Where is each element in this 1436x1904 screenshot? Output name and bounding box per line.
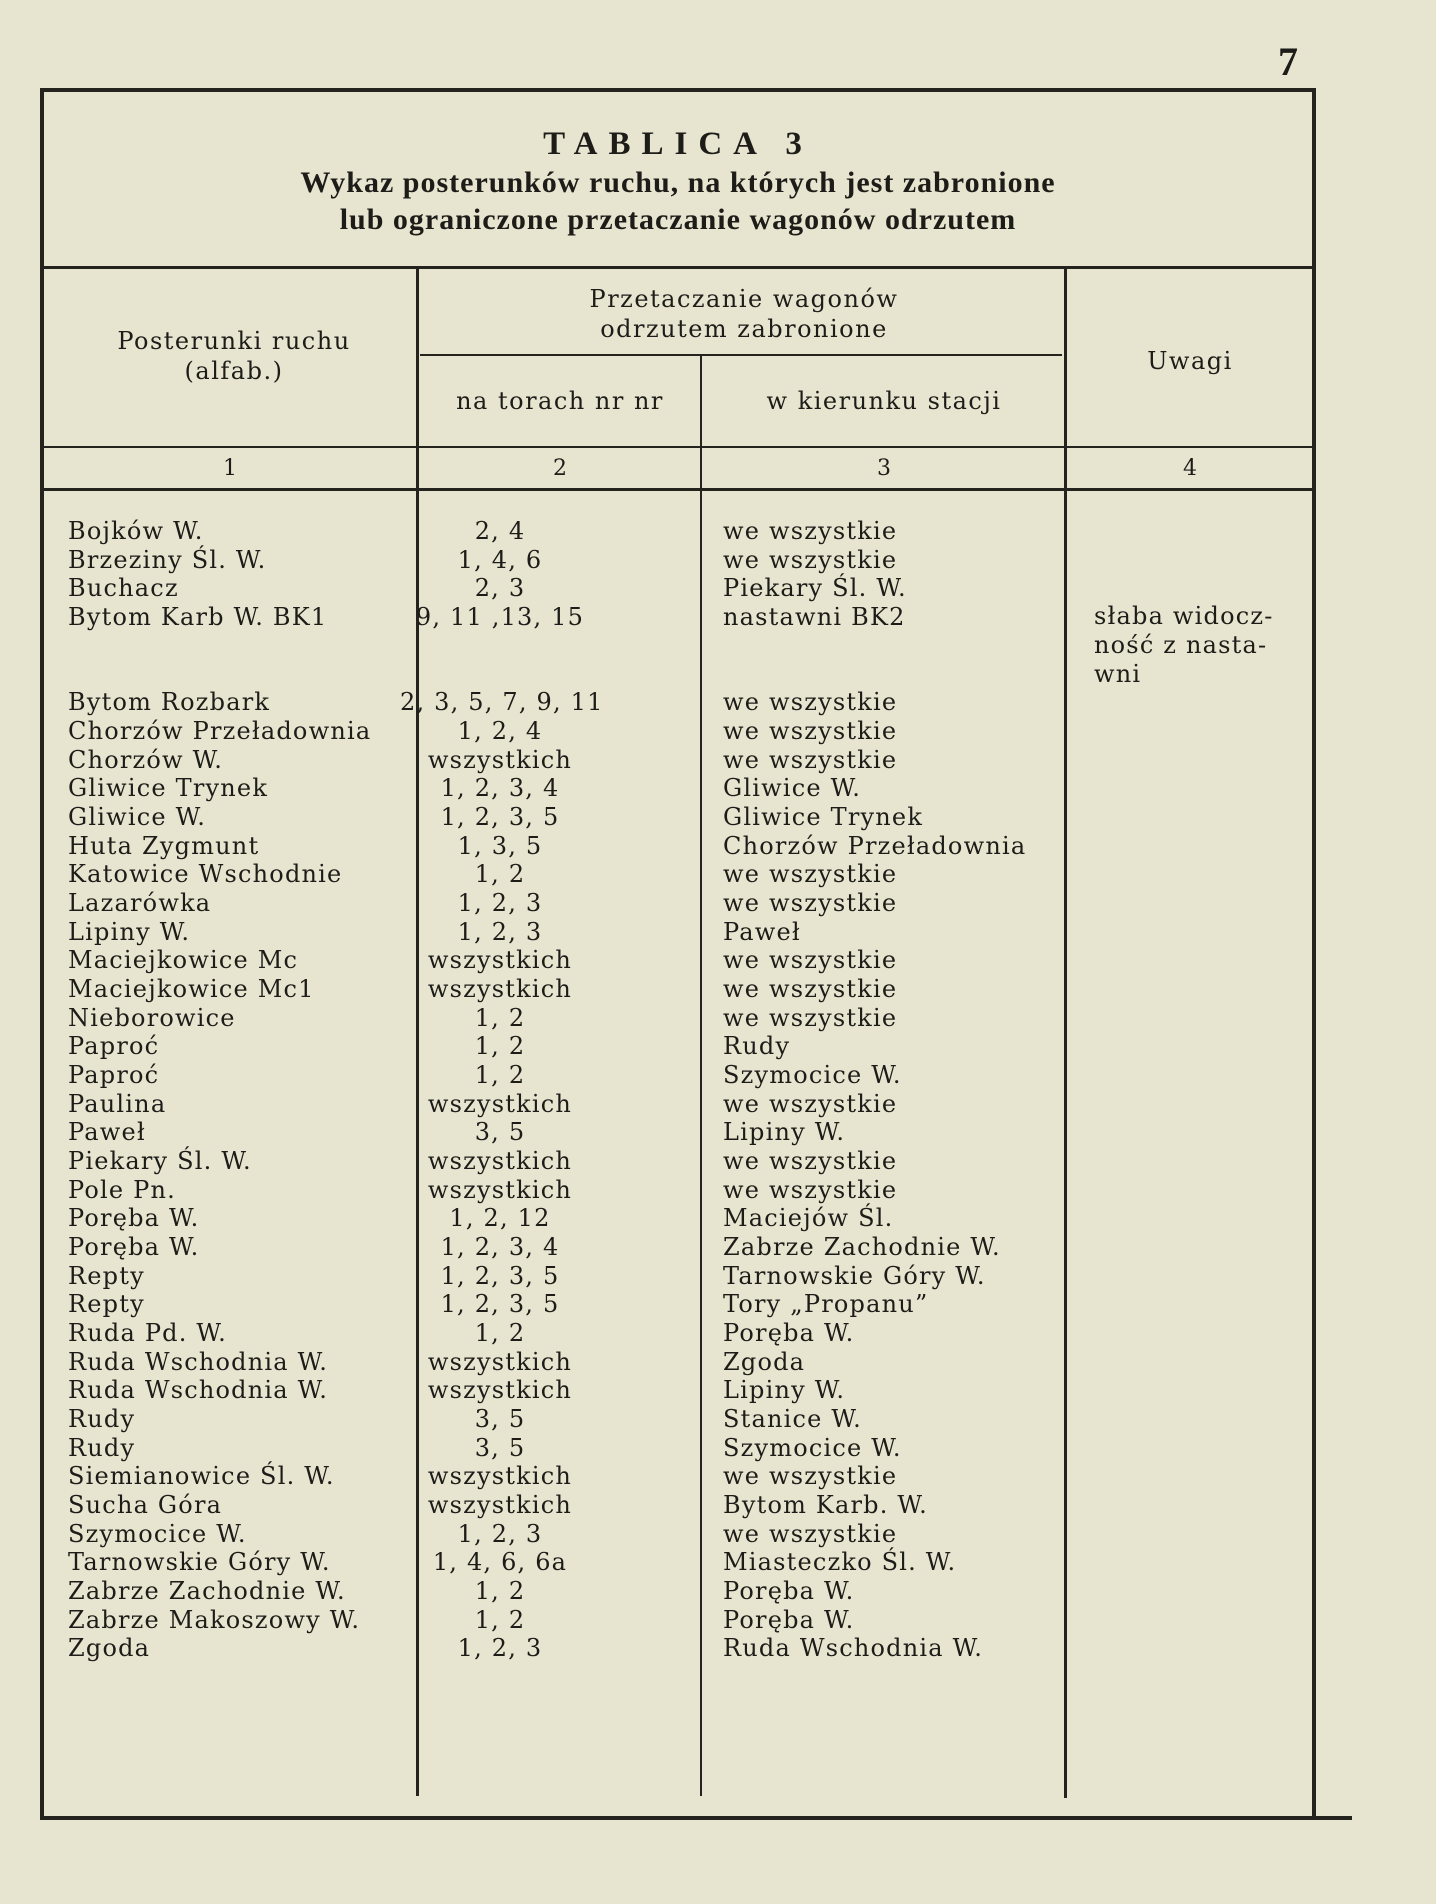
table-row — [68, 546, 1308, 575]
table-row — [68, 1176, 1308, 1205]
table-row — [68, 1147, 1308, 1176]
header-stations: Posterunki ruchu (alfab.) — [117, 327, 351, 385]
table-row — [68, 918, 1308, 947]
table-row — [68, 746, 1308, 775]
table-row — [68, 1204, 1308, 1233]
header-remarks: Uwagi — [1147, 347, 1233, 375]
tracks-cell: 1, 2 — [474, 1061, 526, 1089]
table-row — [68, 1520, 1308, 1549]
table-row — [68, 1434, 1308, 1463]
tracks-cell: wszystkich — [427, 1462, 573, 1490]
direction-cell: Piekary Śl. W. — [723, 574, 907, 602]
station-cell: Maciejkowice Mc — [68, 946, 299, 974]
direction-cell: Rudy — [723, 1032, 791, 1060]
tracks-cell: 1, 2, 3, 4 — [440, 774, 560, 802]
station-cell: Katowice Wschodnie — [68, 860, 343, 888]
station-cell: Maciejkowice Mc1 — [68, 975, 315, 1003]
tracks-cell: 1, 2, 3 — [457, 1634, 543, 1662]
direction-cell: we wszystkie — [723, 975, 898, 1003]
station-cell: Huta Zygmunt — [68, 832, 260, 860]
table-row — [68, 803, 1308, 832]
station-cell: Brzeziny Śl. W. — [68, 546, 267, 574]
table-row — [68, 889, 1308, 918]
direction-cell: nastawni BK2 — [723, 603, 906, 631]
tracks-cell: 1, 2 — [474, 860, 526, 888]
station-cell: Lazarówka — [68, 889, 212, 917]
rule-under-title — [40, 266, 1316, 269]
station-cell: Paproć — [68, 1032, 160, 1060]
direction-cell: we wszystkie — [723, 860, 898, 888]
tracks-cell: 1, 2, 3 — [457, 918, 543, 946]
station-cell: Ruda Wschodnia W. — [68, 1376, 329, 1404]
station-cell: Gliwice Trynek — [68, 774, 269, 802]
direction-cell: we wszystkie — [723, 1520, 898, 1548]
remark-line: wni — [1094, 660, 1142, 688]
table-row — [68, 1290, 1308, 1319]
header-direction: w kierunku stacji — [766, 387, 1002, 415]
direction-cell: we wszystkie — [723, 517, 898, 545]
station-cell: Ruda Wschodnia W. — [68, 1348, 329, 1376]
station-cell: Siemianowice Śl. W. — [68, 1462, 335, 1490]
station-cell: Zabrze Zachodnie W. — [68, 1577, 346, 1605]
table-row — [68, 946, 1308, 975]
station-cell: Poręba W. — [68, 1204, 200, 1232]
title-line-2: lub ograniczone przetaczanie wagonów odrzutem — [339, 203, 1017, 236]
table-row — [68, 1634, 1308, 1663]
direction-cell: Zgoda — [723, 1348, 806, 1376]
station-cell: Gliwice W. — [68, 803, 207, 831]
station-cell: Rudy — [68, 1434, 136, 1462]
direction-cell: Bytom Karb. W. — [723, 1491, 928, 1519]
frame-bottom-rule — [40, 1816, 1352, 1820]
direction-cell: Lipiny W. — [723, 1118, 846, 1146]
station-cell: Tarnowskie Góry W. — [68, 1548, 331, 1576]
table-row — [68, 1577, 1308, 1606]
station-cell: Chorzów W. — [68, 746, 224, 774]
station-cell: Paweł — [68, 1118, 146, 1146]
station-cell: Szymocice W. — [68, 1520, 247, 1548]
table-row — [68, 1004, 1308, 1033]
table-row — [68, 860, 1308, 889]
tracks-cell: 1, 4, 6 — [457, 546, 543, 574]
station-cell: Paulina — [68, 1090, 167, 1118]
direction-cell: Szymocice W. — [723, 1061, 902, 1089]
tracks-cell: 1, 2 — [474, 1004, 526, 1032]
table-row — [68, 975, 1308, 1004]
table-title — [44, 124, 1312, 238]
direction-cell: Stanice W. — [723, 1405, 862, 1433]
direction-cell: Chorzów Przeładownia — [723, 832, 1027, 860]
tracks-cell: 1, 2 — [474, 1606, 526, 1634]
table-row — [68, 1376, 1308, 1405]
station-cell: Chorzów Przeładownia — [68, 717, 372, 745]
station-cell: Piekary Śl. W. — [68, 1147, 252, 1175]
header-group-title: Przetaczanie wagonów odrzutem zabronione — [589, 285, 899, 343]
station-cell: Zabrze Makoszowy W. — [68, 1606, 361, 1634]
tracks-cell: wszystkich — [427, 1090, 573, 1118]
header-tracks: na torach nr nr — [456, 387, 664, 415]
tracks-cell: 1, 2, 3, 5 — [440, 1290, 560, 1318]
tracks-cell: wszystkich — [427, 1376, 573, 1404]
column-number-1: 1 — [223, 456, 237, 481]
tracks-cell: wszystkich — [427, 1348, 573, 1376]
station-cell: Repty — [68, 1262, 145, 1290]
direction-cell: we wszystkie — [723, 1462, 898, 1490]
station-cell: Poręba W. — [68, 1233, 200, 1261]
station-cell: Nieborowice — [68, 1004, 236, 1032]
tracks-cell: 1, 2 — [474, 1577, 526, 1605]
station-cell: Repty — [68, 1290, 145, 1318]
tracks-cell: 1, 2, 12 — [449, 1204, 551, 1232]
table-row — [68, 1233, 1308, 1262]
table-row — [68, 1319, 1308, 1348]
tracks-cell: wszystkich — [427, 746, 573, 774]
direction-cell: we wszystkie — [723, 717, 898, 745]
direction-cell: we wszystkie — [723, 546, 898, 574]
table-row — [68, 832, 1308, 861]
direction-cell: Lipiny W. — [723, 1376, 846, 1404]
direction-cell: we wszystkie — [723, 1176, 898, 1204]
tracks-cell: 1, 3, 5 — [457, 832, 543, 860]
station-cell: Zgoda — [68, 1634, 151, 1662]
tracks-cell: 3, 5 — [474, 1118, 526, 1146]
direction-cell: Paweł — [723, 918, 801, 946]
direction-cell: we wszystkie — [723, 746, 898, 774]
direction-cell: we wszystkie — [723, 1090, 898, 1118]
tracks-cell: 1, 2, 4 — [457, 717, 543, 745]
table-row — [68, 1405, 1308, 1434]
direction-cell: we wszystkie — [723, 688, 898, 716]
column-number-3: 3 — [877, 456, 891, 481]
remark-line: ność z nasta- — [1094, 631, 1268, 659]
table-row — [68, 1090, 1308, 1119]
tracks-cell: wszystkich — [427, 1176, 573, 1204]
remark-line: słaba widocz- — [1094, 602, 1274, 630]
direction-cell: Szymocice W. — [723, 1434, 902, 1462]
direction-cell: Ruda Wschodnia W. — [723, 1634, 984, 1662]
table-row — [68, 1462, 1308, 1491]
tracks-cell: 1, 2 — [474, 1319, 526, 1347]
tracks-cell: wszystkich — [427, 1147, 573, 1175]
tracks-cell: 2, 3 — [474, 574, 526, 602]
direction-cell: Maciejów Śl. — [723, 1204, 894, 1232]
column-number-4: 4 — [1183, 456, 1197, 481]
table-row — [68, 1606, 1308, 1635]
tracks-cell: 1, 2, 3, 5 — [440, 803, 560, 831]
station-cell: Rudy — [68, 1405, 136, 1433]
station-cell: Bytom Rozbark — [68, 688, 271, 716]
tracks-cell: 9, 11 ,13, 15 — [415, 603, 585, 631]
table-row — [68, 1491, 1308, 1520]
direction-cell: Poręba W. — [723, 1319, 855, 1347]
tracks-cell: 2, 4 — [474, 517, 526, 545]
table-row — [68, 1118, 1308, 1147]
table-row — [68, 1548, 1308, 1577]
station-cell: Sucha Góra — [68, 1491, 223, 1519]
direction-cell: Zabrze Zachodnie W. — [723, 1233, 1001, 1261]
table-row — [68, 1348, 1308, 1377]
tracks-cell: wszystkich — [427, 975, 573, 1003]
station-cell: Bojków W. — [68, 517, 204, 545]
station-cell: Ruda Pd. W. — [68, 1319, 227, 1347]
tracks-cell: wszystkich — [427, 946, 573, 974]
direction-cell: Tarnowskie Góry W. — [723, 1262, 986, 1290]
remark-bytom-karb — [1094, 602, 1304, 689]
direction-cell: Gliwice Trynek — [723, 803, 924, 831]
station-cell: Bytom Karb W. BK1 — [68, 603, 328, 631]
station-cell: Lipiny W. — [68, 918, 191, 946]
direction-cell: Miasteczko Śl. W. — [723, 1548, 957, 1576]
rule-under-group-header — [420, 354, 1062, 356]
tracks-cell: 1, 2 — [474, 1032, 526, 1060]
table-row — [68, 688, 1308, 717]
rule-below-column-numbers — [40, 488, 1316, 491]
table-row — [68, 1032, 1308, 1061]
direction-cell: we wszystkie — [723, 1004, 898, 1032]
direction-cell: we wszystkie — [723, 946, 898, 974]
page-number: 7 — [1278, 39, 1298, 84]
table-row — [68, 517, 1308, 546]
table-row — [68, 717, 1308, 746]
direction-cell: Tory „Propanu” — [723, 1290, 929, 1318]
table-row — [68, 774, 1308, 803]
rule-above-column-numbers — [40, 446, 1316, 448]
direction-cell: we wszystkie — [723, 889, 898, 917]
tracks-cell: 1, 4, 6, 6a — [432, 1548, 568, 1576]
direction-cell: Poręba W. — [723, 1577, 855, 1605]
table-row — [68, 1262, 1308, 1291]
tracks-cell: 3, 5 — [474, 1434, 526, 1462]
station-cell: Paproć — [68, 1061, 160, 1089]
direction-cell: Poręba W. — [723, 1606, 855, 1634]
tracks-cell: 1, 2, 3 — [457, 1520, 543, 1548]
title-line-1: Wykaz posterunków ruchu, na których jest zabronione — [300, 166, 1056, 199]
tracks-cell: 1, 2, 3, 5 — [440, 1262, 560, 1290]
title-main: TABLICA 3 — [543, 126, 813, 162]
tracks-cell: 2, 3, 5, 7, 9, 11 — [400, 688, 604, 716]
table-row — [68, 574, 1308, 603]
column-number-2: 2 — [553, 456, 567, 481]
table-row — [68, 1061, 1308, 1090]
tracks-cell: 1, 2, 3, 4 — [440, 1233, 560, 1261]
station-cell: Buchacz — [68, 574, 179, 602]
direction-cell: we wszystkie — [723, 1147, 898, 1175]
tracks-cell: 3, 5 — [474, 1405, 526, 1433]
tracks-cell: 1, 2, 3 — [457, 889, 543, 917]
station-cell: Pole Pn. — [68, 1176, 176, 1204]
tracks-cell: wszystkich — [427, 1491, 573, 1519]
direction-cell: Gliwice W. — [723, 774, 862, 802]
